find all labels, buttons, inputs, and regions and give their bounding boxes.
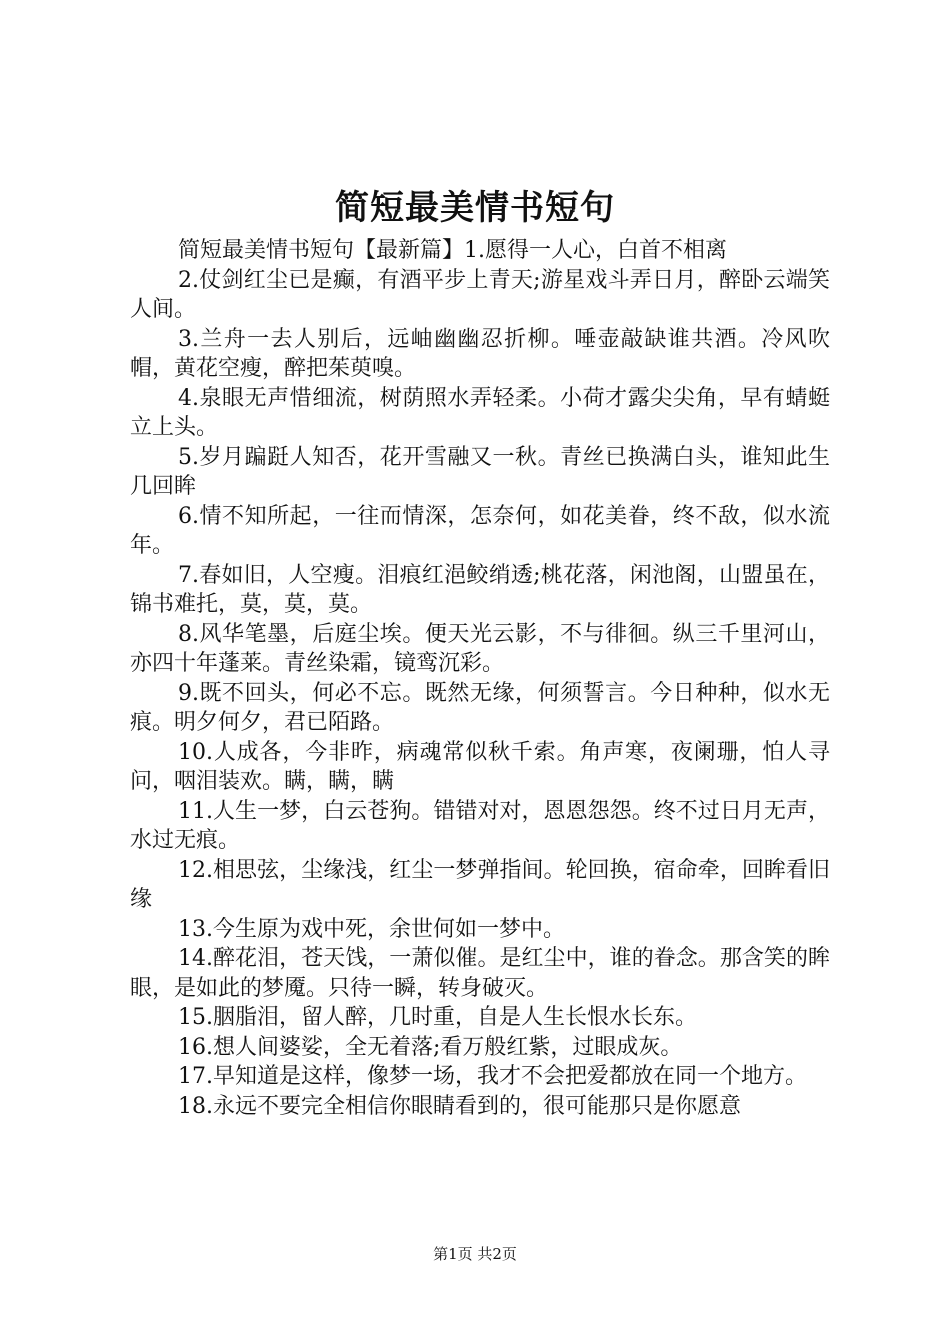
paragraph: 18.永远不要完全相信你眼睛看到的，很可能那只是你愿意	[178, 1093, 741, 1119]
paragraph: 5.岁月蹁跹人知否，花开雪融又一秋。青丝已换满白头，谁知此生几回眸	[130, 444, 830, 499]
paragraph: 15.胭脂泪，留人醉，几时重，自是人生长恨水长东。	[178, 1005, 697, 1030]
paragraph: 13.今生原为戏中死，余世何如一梦中。	[178, 916, 565, 942]
paragraph: 10.人成各，今非昨，病魂常似秋千索。角声寒，夜阑珊，怕人寻问，咽泪装欢。瞒，瞒，瞒	[130, 739, 830, 794]
paragraph: 4.泉眼无声惜细流，树荫照水弄轻柔。小荷才露尖尖角，早有蜻蜓立上头。	[130, 385, 830, 440]
paragraph: 简短最美情书短句【最新篇】1.愿得一人心，白首不相离	[178, 238, 727, 263]
paragraph: 17.早知道是这样，像梦一场，我才不会把爱都放在同一个地方。	[178, 1064, 807, 1089]
paragraph: 6.情不知所起，一往而情深，怎奈何，如花美眷，终不敌，似水流年。	[130, 503, 830, 558]
paragraph: 16.想人间婆娑，全无着落;看万般红紫，过眼成灰。	[178, 1034, 683, 1060]
paragraph: 2.仗剑红尘已是癫，有酒平步上青天;游星戏斗弄日月，醉卧云端笑人间。	[130, 267, 830, 322]
paragraph: 11.人生一梦，白云苍狗。错错对对，恩恩怨怨。终不过日月无声，水过无痕。	[130, 798, 830, 853]
paragraph: 8.风华笔墨，后庭尘埃。便天光云影，不与徘徊。纵三千里河山，亦四十年蓬莱。青丝染霜，镜鸾沉彩。	[130, 621, 830, 676]
paragraph: 14.醉花泪，苍天饯，一萧似催。是红尘中，谁的眷念。那含笑的眸眼，是如此的梦魇。只待一瞬，转身破灭。	[130, 946, 830, 1001]
paragraph: 3.兰舟一去人别后，远岫幽幽忍折柳。唾壶敲缺谁共酒。冷风吹帽，黄花空瘦，醉把茱萸嗅。	[130, 326, 830, 381]
page-footer: 第1页 共2页	[433, 1245, 517, 1263]
paragraph: 9.既不回头，何必不忘。既然无缘，何须誓言。今日种种，似水无痕。明夕何夕，君已陌路。	[130, 680, 830, 735]
document-title: 简短最美情书短句	[335, 188, 615, 228]
document-body	[130, 236, 830, 1121]
paragraph: 7.春如旧，人空瘦。泪痕红浥鲛绡透;桃花落，闲池阁，山盟虽在，锦书难托，莫，莫，莫。	[130, 562, 830, 617]
paragraph: 12.相思弦，尘缘浅，红尘一梦弹指间。轮回换，宿命牵，回眸看旧缘	[130, 857, 830, 912]
